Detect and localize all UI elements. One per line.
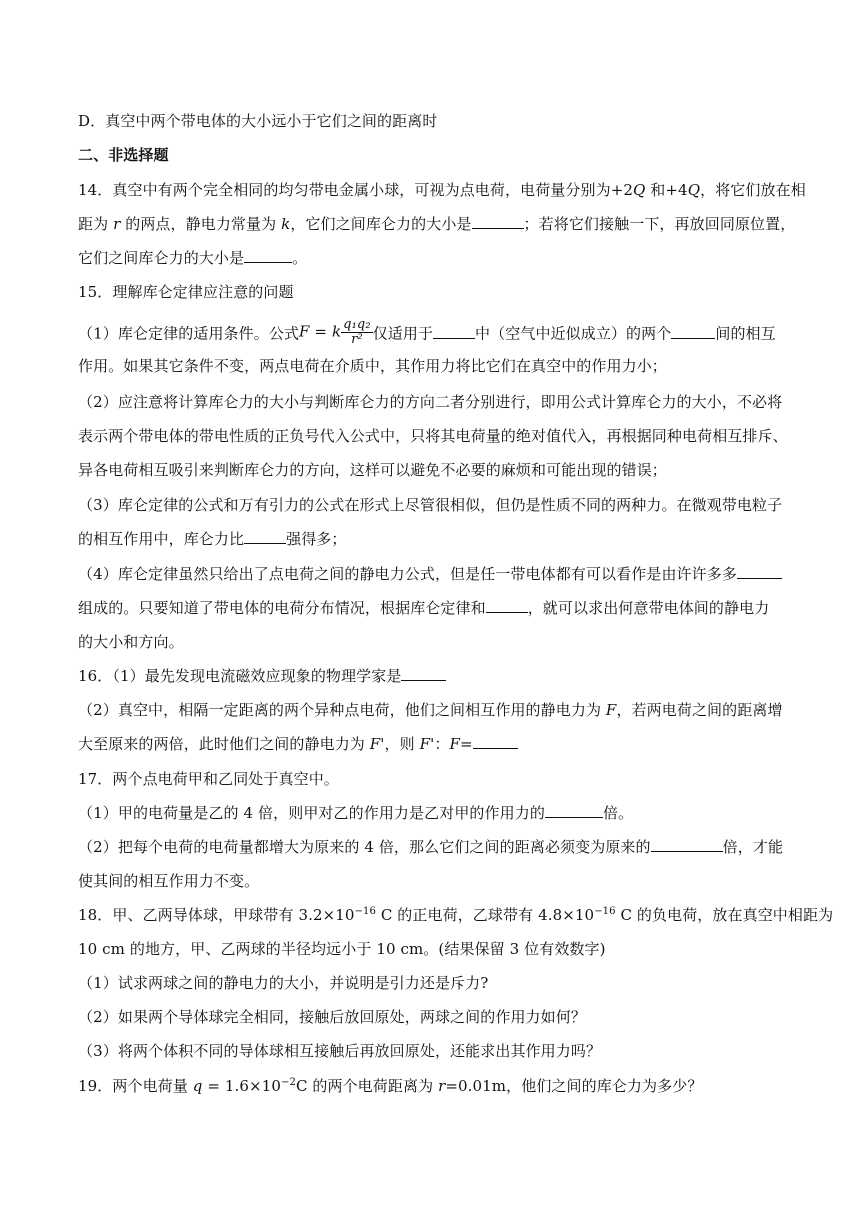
question-17-part-2-line-1: （2）把每个电荷的电荷量都增大为原来的 4 倍，那么它们之间的距离必须变为原来的 倍，才能 bbox=[78, 838, 784, 856]
question-18-part-2: （2）如果两个导体球完全相同，接触后放回原处，两球之间的作用力如何？ bbox=[78, 1008, 586, 1026]
answer-blank[interactable] bbox=[545, 803, 603, 818]
question-15-part-1-line-1: （1）库仑定律的适用条件。公式F = k $\frac{\text{q₁q₂}}{\text{r²}}$ 仅适用于 中（空气中近似成立）的两个 间的相互 bbox=[78, 317, 776, 347]
question-18-part-1: （1）试求两球之间的静电力的大小，并说明是引力还是斥力? bbox=[78, 974, 489, 992]
answer-blank[interactable] bbox=[244, 529, 286, 544]
question-15-part-3-line-2: 的相互作用中，库仑力比 强得多； bbox=[78, 530, 347, 548]
question-15-part-3-line-1: （3）库仑定律的公式和万有引力的公式在形式上尽管很相似，但仍是性质不同的两种力。在微观带电粒子 bbox=[78, 496, 783, 514]
question-18-line-1: 18．甲、乙两导体球，甲球带有 $3.2\times 10^{-16}$ C 的正电荷，乙球带有 $4.8\times 10^{-16}$ C 的负电荷，放在真空中相距为 bbox=[78, 906, 834, 924]
question-15-part-1-line-2: 作用。如果其它条件不变，两点电荷在介质中，其作用力将比它们在真空中的作用力小； bbox=[78, 357, 667, 375]
answer-blank[interactable] bbox=[433, 324, 475, 339]
answer-blank[interactable] bbox=[737, 564, 782, 579]
question-15-title: 15．理解库仑定律应注意的问题 bbox=[78, 283, 294, 301]
question-17-part-2-line-2: 使其间的相互作用力不变。 bbox=[78, 872, 260, 890]
question-15-part-2-line-2: 表示两个带电体的带电性质的正负号代入公式中，只将其电荷量的绝对值代入，再根据同种电荷相互排斥、 bbox=[78, 427, 788, 445]
question-17-title: 17．两个点电荷甲和乙同处于真空中。 bbox=[78, 770, 339, 788]
question-16-part-2-line-2: 大至原来的两倍，此时他们之间的静电力为 F'，则 F'：F= bbox=[78, 734, 800, 754]
question-18-part-3: （3）将两个体积不同的导体球相互接触后再放回原处，还能求出其作用力吗？ bbox=[78, 1042, 602, 1060]
question-15-part-4-line-1: （4）库仑定律虽然只给出了点电荷之间的静电力公式，但是任一带电体都有可以看作是由许许多多 bbox=[78, 564, 800, 584]
question-17-part-1: （1）甲的电荷量是乙的 4 倍，则甲对乙的作用力是乙对甲的作用力的 倍。 bbox=[78, 804, 634, 822]
question-15-part-2-line-3: 异各电荷相互吸引来判断库仑力的方向，这样可以避免不必要的麻烦和可能出现的错误； bbox=[78, 461, 667, 479]
answer-blank[interactable] bbox=[671, 324, 715, 339]
answer-blank[interactable] bbox=[244, 248, 292, 263]
coulomb-formula: F = k $\frac{\text{q₁q₂}}{\text{r²}}$ bbox=[299, 317, 371, 347]
question-15-part-4-line-2: 组成的。只要知道了带电体的电荷分布情况，根据库仑定律和 ，就可以求出何意带电体间的静电力 bbox=[78, 599, 770, 617]
question-15-part-4-line-3: 的大小和方向。 bbox=[78, 633, 184, 651]
question-19: 19．两个电荷量 $q = 1.6\times 10^{-2}C$ 的两个电荷距离为 r=0.01m，他们之间的库仑力为多少？ bbox=[78, 1077, 703, 1095]
section-heading: 二、非选择题 bbox=[78, 146, 169, 164]
answer-blank[interactable] bbox=[651, 837, 723, 852]
question-15-part-2-line-1: （2）应注意将计算库仑力的大小与判断库仑力的方向二者分别进行，即用公式计算库仑力的大小，不必将 bbox=[78, 393, 783, 411]
question-16-part-1: 16．（1）最先发现电流磁效应现象的物理学家是 bbox=[78, 666, 800, 686]
question-14-line-3: 它们之间库仑力的大小是 。 bbox=[78, 249, 308, 267]
option-d: D．真空中两个带电体的大小远小于它们之间的距离时 bbox=[78, 112, 438, 130]
question-14-line-2: 距为 r 的两点，静电力常量为 k，它们之间库仑力的大小是 ；若将它们接触一下，再放回同原位置， bbox=[78, 215, 796, 233]
question-18-line-2: 10 cm 的地方，甲、乙两球的半径均远小于 10 cm。(结果保留 3 位有效数字) bbox=[78, 940, 606, 958]
question-14-line-1: 14．真空中有两个完全相同的均匀带电金属小球，可视为点电荷，电荷量分别为+2Q 和+4Q，将它们放在相 bbox=[78, 181, 806, 199]
question-16-part-2-line-1: （2）真空中，相隔一定距离的两个异种点电荷，他们之间相互作用的静电力为 F，若两电荷之间的距离增 bbox=[78, 701, 783, 719]
answer-blank[interactable] bbox=[401, 666, 446, 681]
answer-blank[interactable] bbox=[486, 598, 528, 613]
answer-blank[interactable] bbox=[472, 214, 524, 229]
answer-blank[interactable] bbox=[473, 734, 518, 749]
